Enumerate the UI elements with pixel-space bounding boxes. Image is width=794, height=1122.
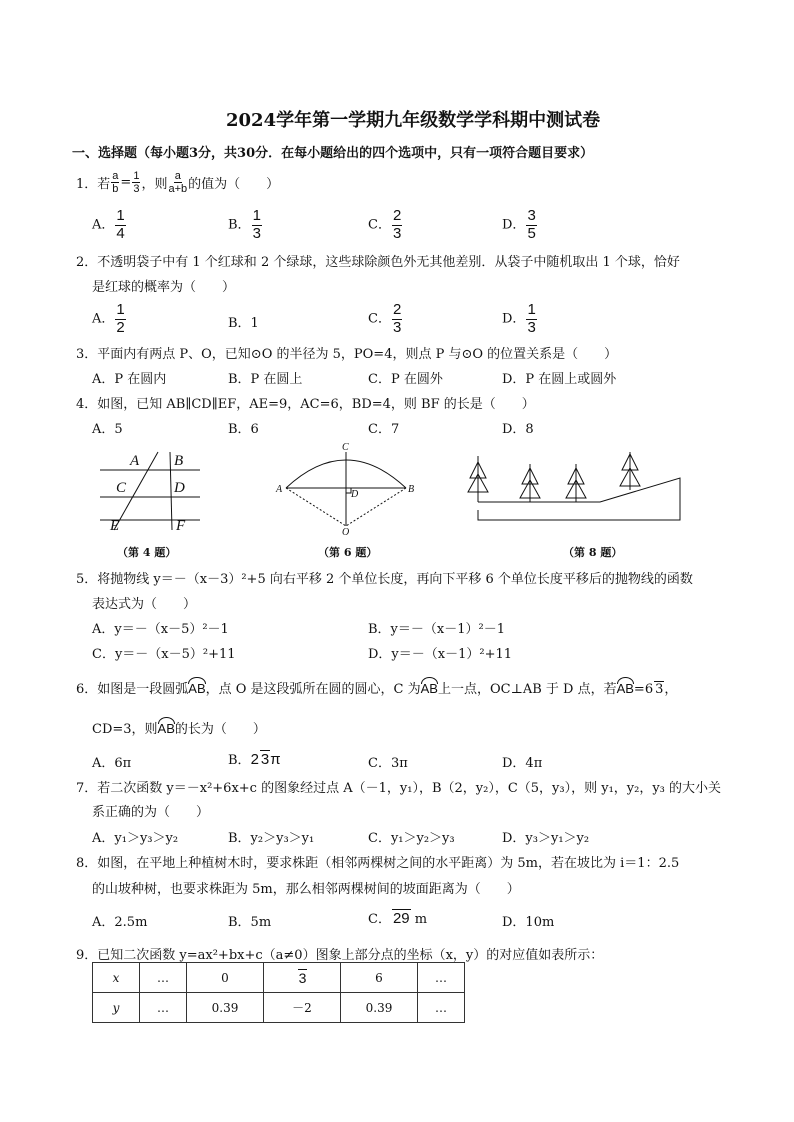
q1-option-d[interactable]: D． $\frac{3}{5}$ xyxy=(502,207,536,242)
q1-option-a[interactable]: A． $\frac{1}{4}$ xyxy=(92,207,125,242)
q2-line1: 2．不透明袋子中有 1 个红球和 2 个绿球，这些球除颜色外无其他差别．从袋子中随机取出 1 个球，恰好 xyxy=(76,255,680,270)
q3-line: 3．平面内有两点 P、O，已知⊙O 的半径为 5，PO=4，则点 P 与⊙O 的位置关系是（ ） xyxy=(76,347,618,362)
table-cell: 3 xyxy=(264,963,341,993)
q5-option-c[interactable]: C．y＝－（x－5）²+11 xyxy=(92,647,236,662)
q1-fraction-expr: $\frac{a}{a+b}$ xyxy=(168,170,188,196)
figure-4 xyxy=(96,448,206,532)
fig4-caption: （第 4 题） xyxy=(117,546,177,559)
q1-fraction-1-3: $\frac{1}{3}$ xyxy=(133,170,140,196)
figure-8 xyxy=(460,448,690,528)
q6-line1: 6．如图是一段圆弧AB，点 O 是这段弧所在圆的圆心，C 为AB上一点，OC⊥AB 于 D 点，若AB=6 3， xyxy=(76,681,678,697)
q2-option-a[interactable]: A． $\frac{1}{2}$ xyxy=(92,301,125,336)
q6-line2: CD=3，则AB的长为（ ） xyxy=(92,721,266,737)
fig4-label-a: A xyxy=(130,453,140,469)
table-cell: … xyxy=(418,993,465,1023)
table-cell: x xyxy=(93,963,140,993)
q7-option-b[interactable]: B．y₂＞y₃＞y₁ xyxy=(228,831,315,846)
table-cell: … xyxy=(418,963,465,993)
q5-line2: 表达式为（ ） xyxy=(92,597,197,612)
fig4-label-f: F xyxy=(176,518,186,532)
q8-line1: 8．如图，在平地上种植树木时，要求株距（相邻两棵树之间的水平距离）为 5m，若在坡比为 i＝1：2.5 xyxy=(76,856,680,871)
q3-option-a[interactable]: A．P 在圆内 xyxy=(92,372,167,387)
q6-option-c[interactable]: C．3π xyxy=(368,756,408,771)
q8-option-d[interactable]: D．10m xyxy=(502,915,555,930)
q1-fraction-a-b: $\frac{a}{b}$ xyxy=(112,170,119,196)
q3-option-d[interactable]: D．P 在圆上或圆外 xyxy=(502,372,617,387)
q6-option-b[interactable]: B．2 3π xyxy=(228,751,281,768)
table-cell: －2 xyxy=(264,993,341,1023)
q8-line2: 的山坡种树，也要求株距为 5m，那么相邻两棵树间的坡面距离为（ ） xyxy=(92,882,520,897)
table-cell: … xyxy=(140,993,187,1023)
table-cell: 0.39 xyxy=(341,993,418,1023)
table-row xyxy=(93,993,465,1023)
fig4-label-e: E xyxy=(110,518,120,532)
q6-option-d[interactable]: D．4π xyxy=(502,756,543,771)
q9-table xyxy=(92,962,465,1023)
fig6-label-b: B xyxy=(408,484,415,495)
q9-line: 9．已知二次函数 y=ax²+bx+c（a≠0）图象上部分点的坐标（x，y）的对应值如表所示： xyxy=(76,948,604,963)
fig4-label-c: C xyxy=(116,480,127,496)
fig6-label-d: D xyxy=(351,489,359,500)
question-1: 1． 若 $\frac{a}{b}$ = $\frac{1}{3}$ ，则 $\frac{a}{a+b}$ 的值为（ ） xyxy=(76,170,280,196)
q8-option-a[interactable]: A．2.5m xyxy=(92,915,148,930)
q5-option-a[interactable]: A．y＝－（x－5）²－1 xyxy=(92,622,229,637)
fig8-caption: （第 8 题） xyxy=(563,546,623,559)
q1-text: 若 xyxy=(97,177,111,193)
q8-option-b[interactable]: B．5m xyxy=(228,915,272,930)
q2-option-b[interactable]: B．1 xyxy=(228,316,259,331)
q8-option-c[interactable]: C． 29 m xyxy=(368,910,428,927)
q2-line2: 是红球的概率为（ ） xyxy=(92,280,236,295)
fig4-label-d: D xyxy=(174,480,185,496)
q4-line: 4．如图，已知 AB∥CD∥EF，AE=9，AC=6，BD=4，则 BF 的长是（ ） xyxy=(76,397,535,412)
q5-option-d[interactable]: D．y＝－（x－1）²+11 xyxy=(368,647,513,662)
fig6-label-o: O xyxy=(342,527,350,536)
fig6-label-a: A xyxy=(276,484,283,495)
q2-option-c[interactable]: C． $\frac{2}{3}$ xyxy=(368,301,402,336)
table-cell: 6 xyxy=(341,963,418,993)
table-cell: 0 xyxy=(187,963,264,993)
q1-option-b[interactable]: B． $\frac{1}{3}$ xyxy=(228,207,261,242)
table-row xyxy=(93,963,465,993)
q1-option-c[interactable]: C． $\frac{2}{3}$ xyxy=(368,207,402,242)
q4-option-a[interactable]: A．5 xyxy=(92,422,123,437)
fig6-caption: （第 6 题） xyxy=(318,546,378,559)
q5-line1: 5．将抛物线 y＝－（x－3）²+5 向右平移 2 个单位长度，再向下平移 6 个单位长度平移后的抛物线的函数 xyxy=(76,572,693,587)
q7-line1: 7．若二次函数 y＝－x²+6x+c 的图象经过点 A（－1，y₁），B（2，y₂），C（5，y₃），则 y₁，y₂，y₃ 的大小关 xyxy=(76,781,722,796)
q3-option-b[interactable]: B．P 在圆上 xyxy=(228,372,303,387)
q1-number: 1． xyxy=(76,177,98,193)
fig6-label-c: C xyxy=(342,442,349,453)
q6-option-a[interactable]: A．6π xyxy=(92,756,132,771)
q7-option-c[interactable]: C．y₁＞y₂＞y₃ xyxy=(368,831,455,846)
q7-option-d[interactable]: D．y₃＞y₁＞y₂ xyxy=(502,831,590,846)
table-cell: 0.39 xyxy=(187,993,264,1023)
table-cell: y xyxy=(93,993,140,1023)
q4-option-d[interactable]: D．8 xyxy=(502,422,534,437)
tree-icons xyxy=(468,452,640,502)
figure-6 xyxy=(272,440,420,536)
q4-option-b[interactable]: B．6 xyxy=(228,422,259,437)
page-title: 2024学年第一学期九年级数学学科期中测试卷 xyxy=(226,110,601,131)
q5-option-b[interactable]: B．y＝－（x－1）²－1 xyxy=(368,622,505,637)
table-cell: … xyxy=(140,963,187,993)
q7-option-a[interactable]: A．y₁＞y₃＞y₂ xyxy=(92,831,179,846)
q3-option-c[interactable]: C．P 在圆外 xyxy=(368,372,443,387)
q7-line2: 系正确的为（ ） xyxy=(92,805,210,820)
section-heading: 一、选择题（每小题3分，共30分．在每小题给出的四个选项中，只有一项符合题目要求） xyxy=(72,146,594,161)
q2-option-d[interactable]: D． $\frac{1}{3}$ xyxy=(502,301,536,336)
fig4-label-b: B xyxy=(174,453,184,469)
q4-option-c[interactable]: C．7 xyxy=(368,422,400,437)
